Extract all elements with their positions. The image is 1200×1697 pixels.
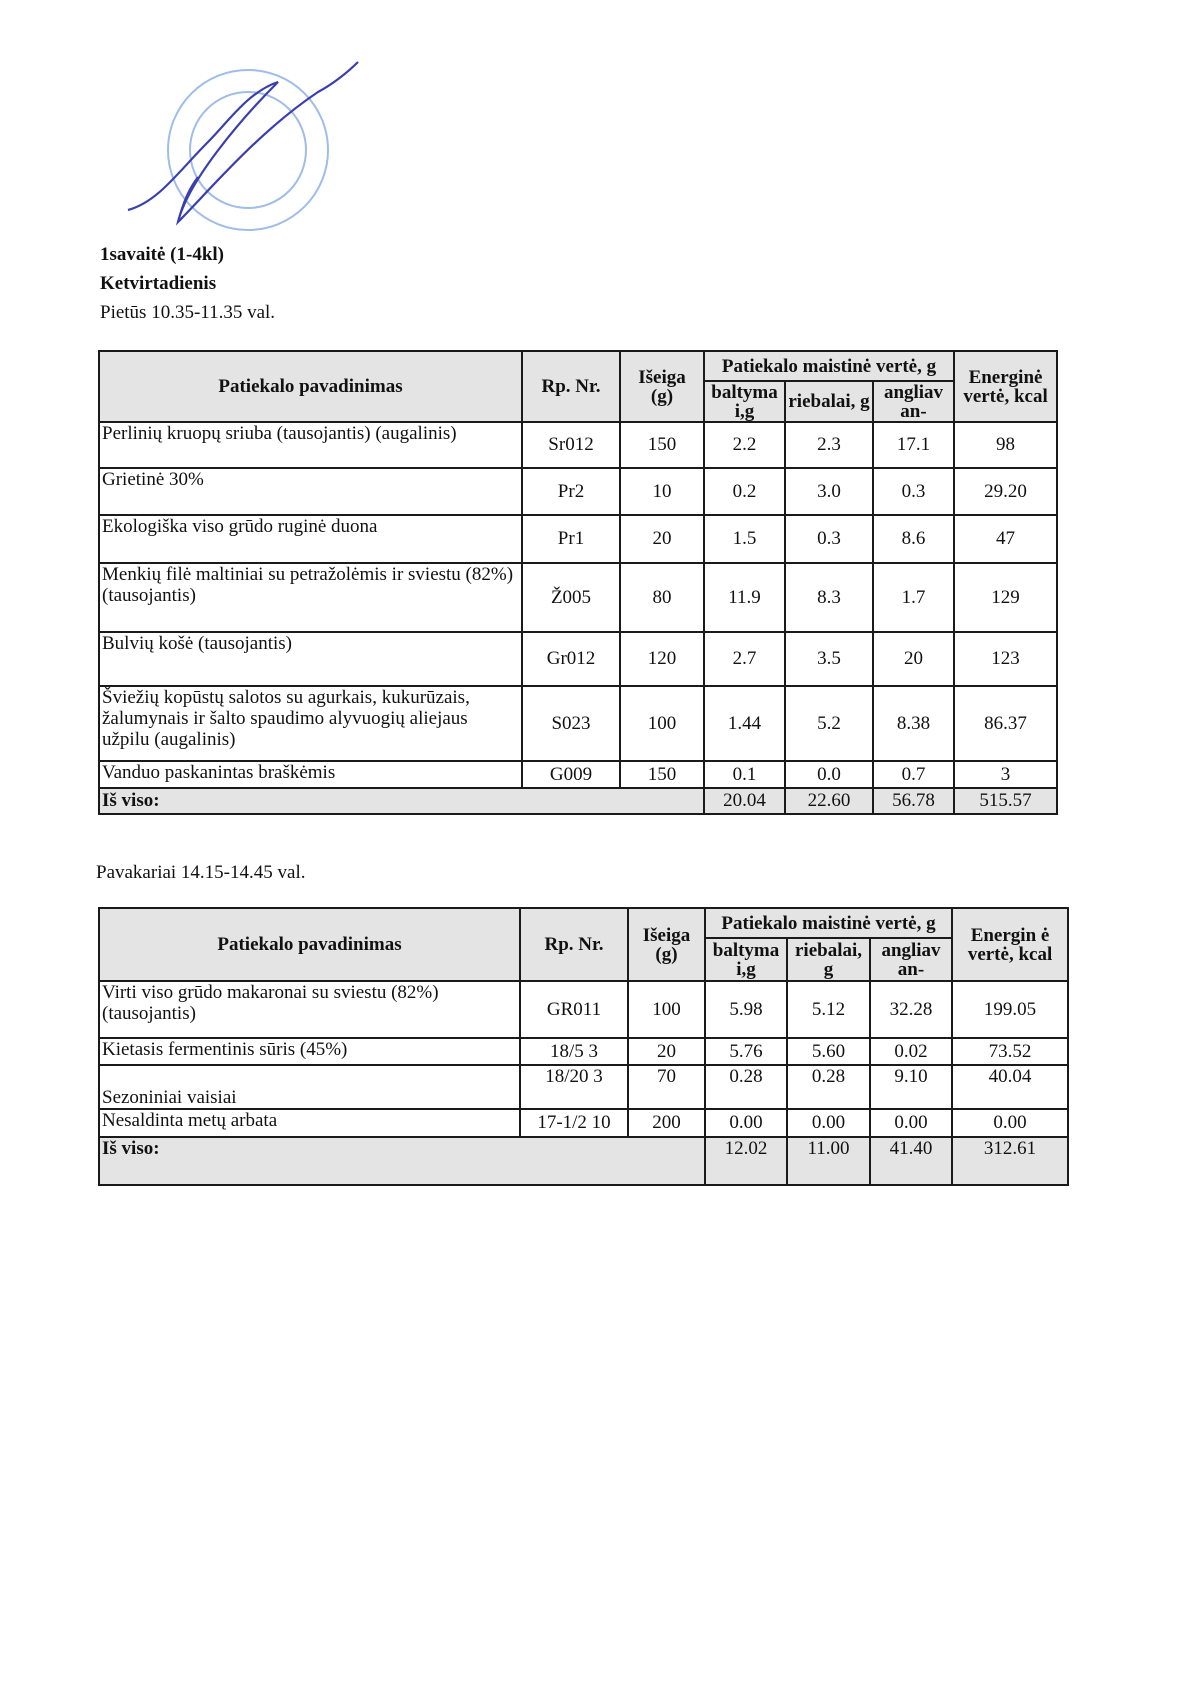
header-name: Patiekalo pavadinimas: [99, 351, 522, 422]
table-row: Virti viso grūdo makaronai su sviestu (82%) (tausojantis) GR011 100 5.98 5.12 32.28 199.05: [99, 981, 1068, 1038]
total-label: Iš viso:: [99, 1137, 705, 1185]
table-row: Kietasis fermentinis sūris (45%) 18/5 3 20 5.76 5.60 0.02 73.52: [99, 1038, 1068, 1065]
lunch-time: Pietūs 10.35-11.35 val.: [100, 302, 276, 323]
day-label: Ketvirtadienis: [100, 273, 217, 294]
snack-table: [98, 907, 1069, 1186]
header-fat: riebalai, g: [785, 381, 873, 422]
table-row: Grietinė 30% Pr2 10 0.2 3.0 0.3 29.20: [99, 468, 1057, 515]
header-nutrition: Patiekalo maistinė vertė, g: [705, 908, 952, 938]
header-yield: Išeiga (g): [628, 908, 705, 981]
header-carbs: angliav an-: [873, 381, 954, 422]
total-row: Iš viso: 20.04 22.60 56.78 515.57: [99, 788, 1057, 814]
table-row: Šviežių kopūstų salotos su agurkais, kukurūzais, žalumynais ir šalto spaudimo alyvuogių aliejaus užpilu (augalinis) S023 100 1.44 5.2 8.38 86.37: [99, 686, 1057, 761]
table-row: Menkių filė maltiniai su petražolėmis ir sviestu (82%) (tausojantis) Ž005 80 11.9 8.3 1.7 129: [99, 563, 1057, 632]
header-fat: riebalai, g: [787, 938, 870, 981]
header-protein: baltyma i,g: [704, 381, 785, 422]
header-energy: Energinė vertė, kcal: [954, 351, 1057, 422]
total-row: Iš viso: 12.02 11.00 41.40 312.61: [99, 1137, 1068, 1185]
table-row: Ekologiška viso grūdo ruginė duona Pr1 20 1.5 0.3 8.6 47: [99, 515, 1057, 563]
table-row: Bulvių košė (tausojantis) Gr012 120 2.7 3.5 20 123: [99, 632, 1057, 686]
table-row: Vanduo paskanintas braškėmis G009 150 0.1 0.0 0.7 3: [99, 761, 1057, 788]
snack-time: Pavakariai 14.15-14.45 val.: [96, 862, 306, 883]
header-rp: Rp. Nr.: [520, 908, 628, 981]
header-energy: Energin ė vertė, kcal: [952, 908, 1068, 981]
table-row: Perlinių kruopų sriuba (tausojantis) (augalinis) Sr012 150 2.2 2.3 17.1 98: [99, 422, 1057, 468]
stamp-signature-icon: [118, 52, 398, 242]
header-carbs: angliav an-: [870, 938, 952, 981]
header-rp: Rp. Nr.: [522, 351, 620, 422]
table-row: Sezoniniai vaisiai 18/20 3 70 0.28 0.28 9.10 40.04: [99, 1065, 1068, 1109]
header-nutrition: Patiekalo maistinė vertė, g: [704, 351, 954, 381]
header-yield: Išeiga (g): [620, 351, 704, 422]
header-protein: baltyma i,g: [705, 938, 787, 981]
week-label: 1savaitė (1-4kl): [100, 244, 225, 265]
table-row: Nesaldinta metų arbata 17-1/2 10 200 0.00 0.00 0.00 0.00: [99, 1109, 1068, 1137]
header-name: Patiekalo pavadinimas: [99, 908, 520, 981]
menu-heading: [100, 240, 275, 327]
lunch-table: [98, 350, 1058, 815]
total-label: Iš viso:: [99, 788, 704, 814]
